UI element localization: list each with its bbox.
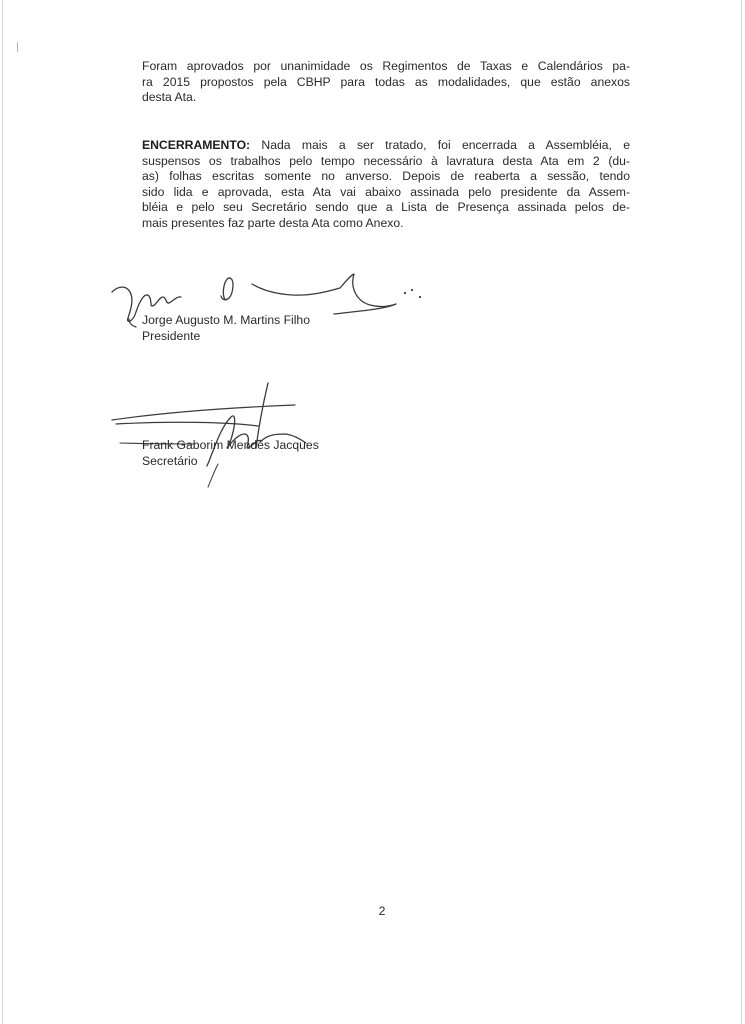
secretary-role: Secretário [142, 453, 198, 468]
secretary-name: Frank Gaborim Mendes Jacques [142, 438, 319, 452]
closing-line: mais presentes faz parte desta Ata como Anexo. [142, 215, 404, 230]
closing-line: bléia e pelo seu Secretário sendo que a Lista de Presença assinada pelos de- [142, 200, 630, 215]
approval-line: Foram aprovados por unanimidade os Regimentos de Taxas e Calendários pa- [142, 59, 630, 73]
closing-line: sido lida e aprovada, esta Ata vai abaixo assinada pelo presidente da Assem- [142, 184, 630, 199]
closing-line: as) folhas escritas somente no anverso. Depois de reaberta a sessão, tendo [142, 169, 630, 184]
president-role: Presidente [142, 328, 201, 343]
closing-first-line-text: Nada mais a ser tratado, foi encerrada a Assembléia, e [261, 138, 630, 152]
president-name: Jorge Augusto M. Martins Filho [142, 313, 310, 327]
approval-line: ra 2015 propostos pela CBHP para todas as modalidades, que estão anexos [142, 74, 630, 89]
page-number: 2 [378, 904, 386, 918]
closing-line: suspensos os trabalhos pelo tempo necessário à lavratura desta Ata em 2 (du- [142, 153, 630, 168]
secretary-signature-block [142, 438, 319, 469]
closing-heading: ENCERRAMENTO: [142, 138, 251, 152]
approval-line: desta Ata. [142, 90, 197, 105]
